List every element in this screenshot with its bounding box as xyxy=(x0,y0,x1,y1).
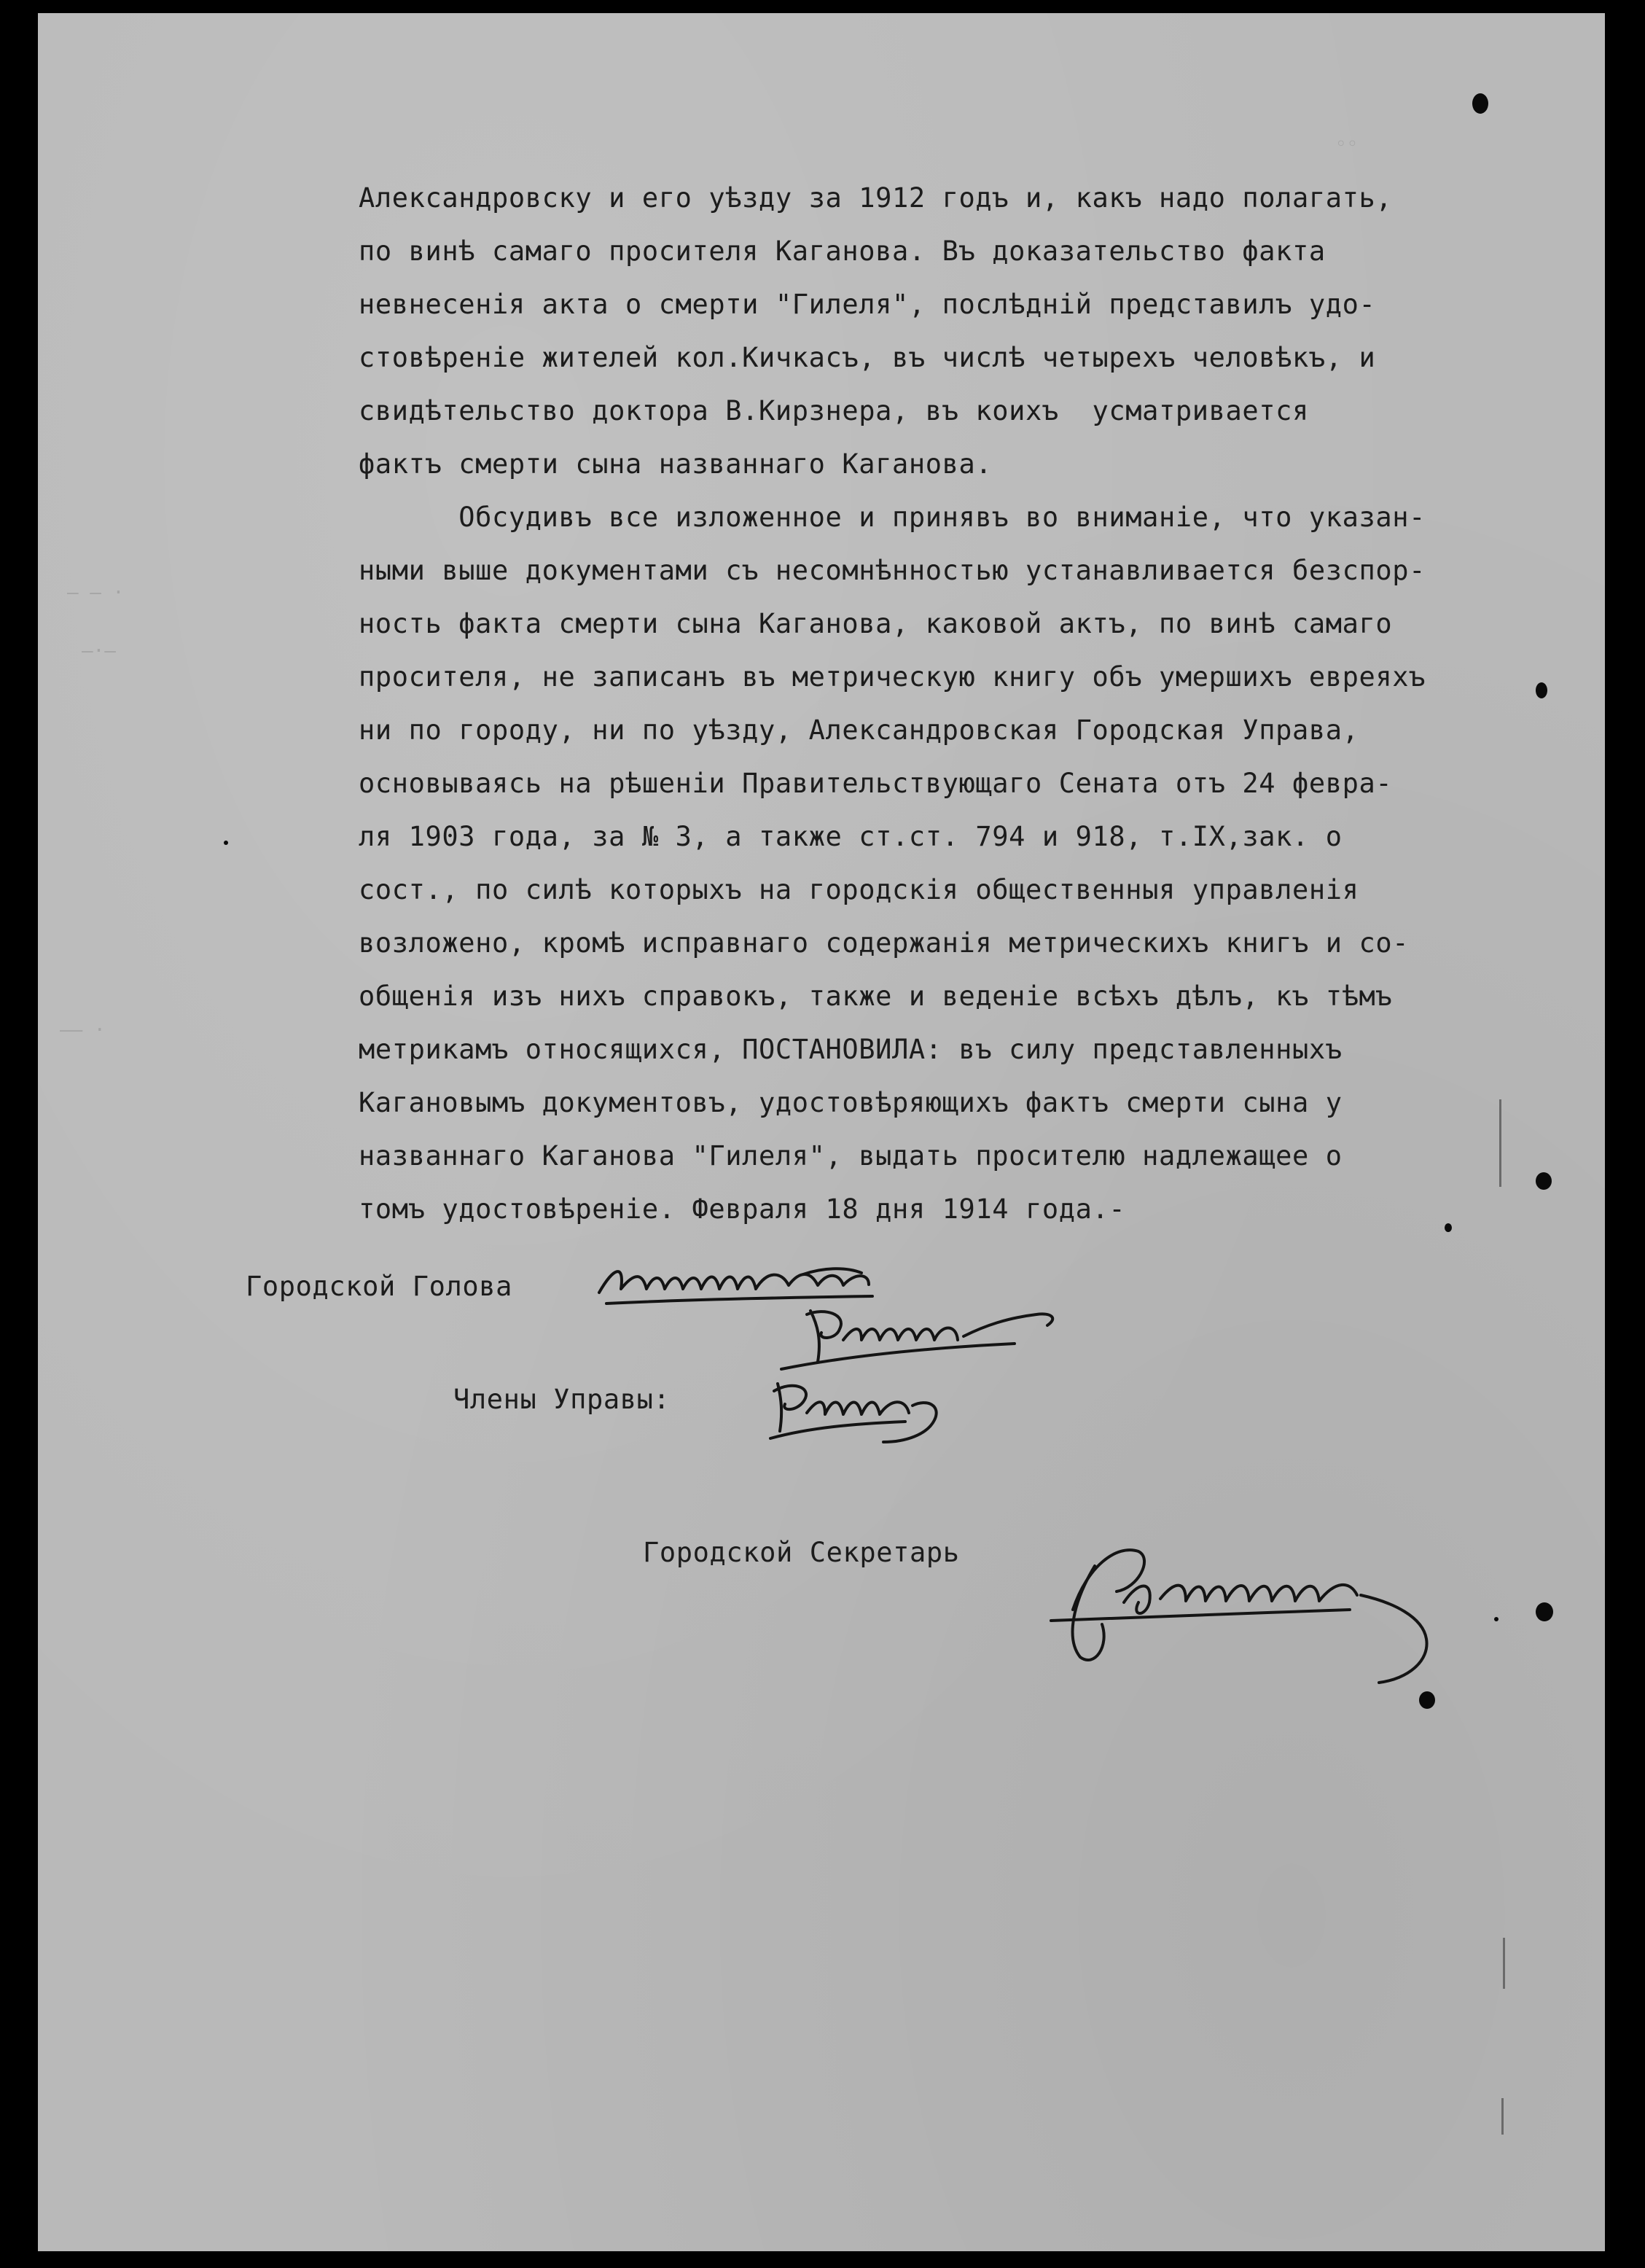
body-line: метрикамъ относящихся, ПОСТАНОВИЛА: въ силу представленныхъ xyxy=(359,1034,1343,1065)
bleed-through-mark: —— · xyxy=(60,1019,106,1041)
punch-hole xyxy=(1536,1602,1553,1621)
speck xyxy=(224,841,228,845)
body-line: Кагановымъ документовъ, удостовѣряющихъ фактъ смерти сына у xyxy=(359,1087,1343,1118)
document-sheet xyxy=(38,13,1605,2251)
body-line: ни по городу, ни по уѣзду, Александровская Городская Управа, xyxy=(359,714,1359,746)
punch-hole xyxy=(1445,1223,1452,1232)
punch-hole xyxy=(1536,682,1547,698)
body-line: сост., по силѣ которыхъ на городскія общественныя управленія xyxy=(359,874,1359,905)
members-label: Члены Управы: xyxy=(453,1384,671,1415)
edge-mark xyxy=(1501,2098,1504,2135)
punch-hole xyxy=(1536,1172,1552,1190)
punch-hole xyxy=(1472,93,1488,114)
body-line: по винѣ самаго просителя Каганова. Въ доказательство факта xyxy=(359,235,1326,267)
body-line: Обсудивъ все изложенное и принявъ во вниманіе, что указан- xyxy=(359,502,1426,533)
bleed-through-mark: ◦◦ xyxy=(1335,133,1359,155)
body-line: ля 1903 года, за № 3, а также ст.ст. 794 и 918, т.IX,зак. о xyxy=(359,821,1343,852)
body-line: Александровску и его уѣзду за 1912 годъ и, какъ надо полагать, xyxy=(359,182,1393,214)
body-line: свидѣтельство доктора В.Кирзнера, въ коихъ усматривается xyxy=(359,395,1309,426)
member-signature-2 xyxy=(759,1369,964,1449)
bleed-through-mark: —·— xyxy=(82,640,116,662)
body-line: фактъ смерти сына названнаго Каганова. xyxy=(359,448,993,480)
edge-mark xyxy=(1499,1099,1501,1187)
body-line: томъ удостовѣреніе. Февраля 18 дня 1914 года.- xyxy=(359,1193,1126,1225)
member-signature-1 xyxy=(767,1296,1087,1376)
body-line: названнаго Каганова "Гилеля", выдать просителю надлежащее о xyxy=(359,1140,1343,1172)
body-line: невнесенія акта о смерти "Гилеля", послѣдній представилъ удо- xyxy=(359,289,1376,320)
body-line: основываясь на рѣшеніи Правительствующаго Сената отъ 24 февра- xyxy=(359,768,1393,799)
secretary-signature xyxy=(1029,1522,1466,1690)
mayor-label: Городской Голова xyxy=(246,1271,513,1302)
punch-hole xyxy=(1419,1691,1435,1709)
body-line: ными выше документами съ несомнѣнностью устанавливается безспор- xyxy=(359,555,1426,586)
body-line: возложено, кромѣ исправнаго содержанія метрическихъ книгъ и со- xyxy=(359,927,1410,959)
speck xyxy=(1494,1617,1499,1621)
edge-mark xyxy=(1503,1938,1505,1989)
body-line: просителя, не записанъ въ метрическую книгу объ умершихъ евреяхъ xyxy=(359,661,1426,693)
secretary-label: Городской Секретарь xyxy=(643,1537,960,1568)
body-line: общенія изъ нихъ справокъ, также и веденіе всѣхъ дѣлъ, къ тѣмъ xyxy=(359,981,1393,1012)
bleed-through-mark: — — · xyxy=(67,582,125,604)
body-line: ность факта смерти сына Каганова, каковой актъ, по винѣ самаго xyxy=(359,608,1393,639)
body-line: стовѣреніе жителей кол.Кичкасъ, въ числѣ четырехъ человѣкъ, и xyxy=(359,342,1376,373)
